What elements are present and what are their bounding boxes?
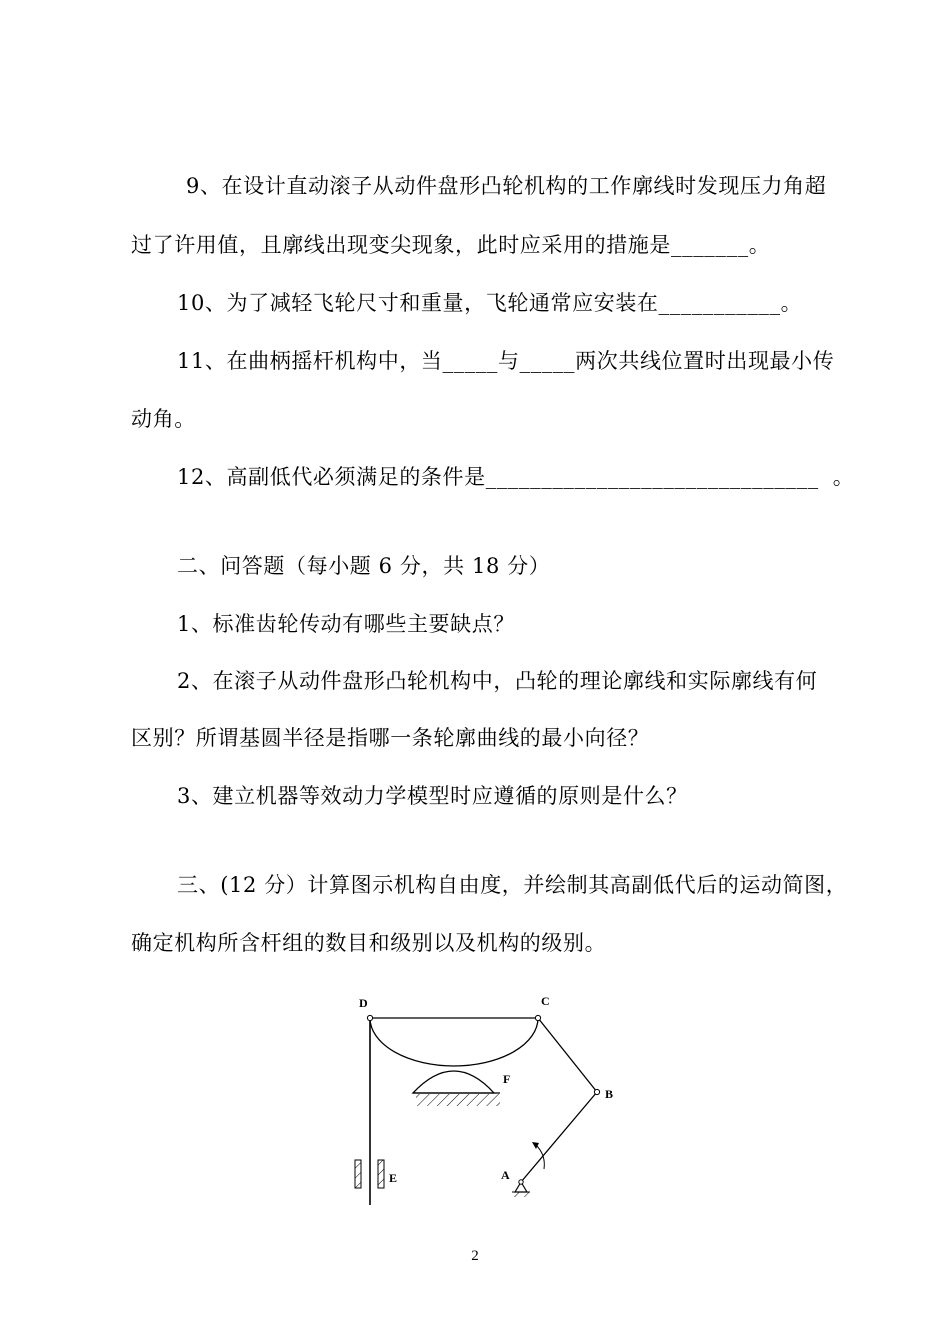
joint-c [535, 1015, 540, 1020]
q12-end: 。 [832, 465, 855, 489]
q12-text: 12、高副低代必须满足的条件是 [177, 465, 486, 489]
ground-f-hatch [416, 1094, 500, 1106]
label-f: F [503, 1072, 511, 1086]
rotation-arrow [536, 1145, 544, 1169]
pivot-a-hatch [513, 1192, 529, 1197]
joint-a [519, 1180, 523, 1184]
section2-q3: 3、建立机器等效动力学模型时应遵循的原则是什么？ [177, 784, 688, 808]
q11-blank1: _____ [442, 349, 499, 373]
q11-line1 [177, 347, 834, 375]
q9-end: 。 [748, 233, 771, 257]
mechanism-figure [340, 985, 640, 1215]
q9-text: 过了许用值，且廓线出现变尖现象，此时应采用的措施是 [131, 233, 671, 257]
section3-line1: 三、(12 分）计算图示机构自由度，并绘制其高副低代后的运动简图， [177, 873, 848, 897]
joint-d [367, 1015, 372, 1020]
label-a: A [501, 1168, 510, 1182]
section2-q1: 1、标准齿轮传动有哪些主要缺点？ [177, 612, 515, 636]
q11-pre: 11、在曲柄摇杆机构中，当 [177, 349, 443, 373]
q10-text: 10、为了减轻飞轮尺寸和重量，飞轮通常应安装在 [177, 291, 659, 315]
q11-post: 两次共线位置时出现最小传 [575, 349, 835, 373]
q10-blank: ___________ [658, 291, 781, 315]
arc-dc [370, 1018, 538, 1066]
label-b: B [605, 1087, 614, 1101]
q11-line2: 动角。 [131, 407, 196, 431]
crank-ab [521, 1092, 597, 1182]
q11-mid: 与 [498, 349, 520, 373]
joint-b [594, 1089, 599, 1094]
section3-line2: 确定机构所含杆组的数目和级别以及机构的级别。 [131, 931, 607, 955]
q9-line2 [131, 231, 770, 259]
rotation-arrowhead [532, 1142, 539, 1149]
label-c: C [541, 994, 550, 1008]
q9-blank: _______ [671, 233, 749, 257]
guide-e-right [378, 1160, 384, 1188]
section2-q2-line1: 2、在滚子从动件盘形凸轮机构中，凸轮的理论廓线和实际廓线有何 [177, 669, 818, 693]
guide-e-left [355, 1160, 361, 1188]
section2-q2-line2: 区别？所谓基圆半径是指哪一条轮廓曲线的最小向径？ [131, 726, 650, 750]
q9-line1: 9、在设计直动滚子从动件盘形凸轮机构的工作廓线时发现压力角超 [186, 174, 827, 198]
label-d: D [359, 996, 368, 1010]
q12-line [177, 463, 854, 491]
q11-blank2: _____ [519, 349, 576, 373]
link-cb [538, 1018, 597, 1092]
q12-blank: ______________________________ [485, 465, 819, 489]
page-number: 2 [471, 1248, 479, 1264]
q10-line [177, 289, 802, 317]
cam-f [413, 1071, 494, 1093]
label-e: E [389, 1171, 398, 1185]
q10-end: 。 [780, 291, 803, 315]
section2-heading: 二、问答题（每小题 6 分，共 18 分） [177, 554, 551, 578]
